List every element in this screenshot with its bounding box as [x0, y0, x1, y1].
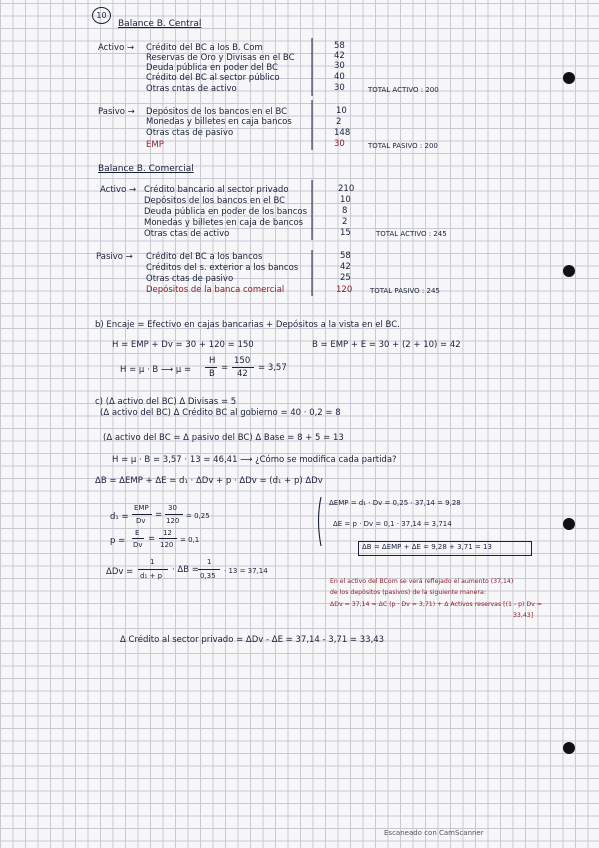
d1-num: EMP	[134, 504, 149, 512]
part-b-definition: b) Encaje = Efectivo en cajas bancarias + Depósitos a la vista en el BC.	[95, 320, 400, 330]
bc-asset-label: Depósitos de los bancos en el BC	[144, 196, 286, 206]
part-c-line4: H = μ · B = 3,57 · 13 = 46,41 ⟶ ¿Cómo se modifica cada partida?	[112, 455, 397, 465]
p-den: Dv	[133, 541, 143, 549]
p-num: E	[135, 529, 140, 537]
bc-asset-value: 10	[340, 195, 351, 205]
p-mid: =	[148, 534, 156, 544]
bc-liabilities-label: Pasivo →	[96, 252, 133, 262]
bc-asset-value: 210	[338, 184, 355, 194]
cb-asset-value: 58	[334, 41, 345, 51]
problem-number: 10	[92, 7, 111, 24]
d1-num2: 30	[168, 504, 177, 512]
cb-asset-value: 30	[334, 61, 345, 71]
ddv-res: · 13 = 37,14	[224, 567, 268, 575]
bc-asset-label: Crédito bancario al sector privado	[144, 185, 289, 195]
cb-assets-label: Activo →	[98, 43, 135, 53]
bc-asset-label: Deuda pública en poder de los bancos	[144, 207, 308, 217]
fraction-bar	[198, 569, 220, 570]
frac-hb-den: B	[209, 369, 215, 379]
fraction-bar	[132, 538, 144, 539]
bc-liability-label: Crédito del BC a los bancos	[146, 252, 263, 262]
mu-result: = 3,57	[258, 363, 287, 373]
fraction-bar	[159, 538, 177, 539]
result-emp: ΔEMP = d₁ · Dv = 0,25 · 37,14 = 9,28	[329, 499, 461, 507]
bc-liabilities-total: TOTAL PASIVO : 245	[370, 287, 440, 295]
bc-liability-value: 25	[340, 273, 351, 283]
frac-hb-num: H	[209, 356, 216, 366]
d1-res: = 0,25	[186, 512, 210, 520]
result-b: ΔB = ΔEMP + ΔE = 9,28 + 3,71 = 13	[362, 543, 492, 551]
cb-liability-label: Depósitos de los bancos en el BC	[146, 107, 288, 117]
d1-den: Dv	[136, 517, 146, 525]
ddv-mid: · ΔB =	[172, 565, 199, 575]
fraction-bar	[205, 367, 217, 368]
cb-asset-value: 42	[334, 51, 345, 61]
central-bank-title: Balance B. Central	[118, 19, 202, 29]
part-b-eq-b: B = EMP + E = 30 + (2 + 10) = 42	[312, 340, 461, 350]
cb-liability-value: 30	[334, 139, 345, 149]
fraction-bar	[165, 514, 183, 515]
part-c-line1: c) (Δ activo del BC) Δ Divisas = 5	[95, 397, 237, 407]
bc-liability-value: 120	[336, 285, 353, 295]
ddv-den2: 0,35	[200, 572, 216, 580]
bc-liability-value: 42	[340, 262, 351, 272]
bc-liability-label: Depósitos de la banca comercial	[146, 285, 285, 295]
cb-liability-value: 148	[334, 128, 351, 138]
cb-assets-total: TOTAL ACTIVO : 200	[368, 86, 439, 94]
cb-asset-label: Deuda pública en poder del BC	[146, 63, 278, 73]
p-den2: 120	[160, 541, 174, 549]
fraction-bar	[132, 514, 152, 515]
frac-num: 150	[234, 356, 251, 366]
cb-asset-label: Crédito del BC a los B. Com	[146, 43, 263, 53]
cb-liabilities-label: Pasivo →	[98, 107, 135, 117]
bc-liability-label: Créditos del s. exterior a los bancos	[146, 263, 299, 273]
fraction-bar	[138, 569, 168, 570]
bc-asset-label: Monedas y billetes en caja de bancos	[144, 218, 304, 228]
commercial-bank-title: Balance B. Comercial	[98, 164, 194, 174]
scanner-footer: Escaneado con CamScanner	[384, 829, 484, 837]
bc-liability-value: 58	[340, 251, 351, 261]
cb-asset-label: Otras cntas de activo	[146, 84, 237, 94]
bc-asset-label: Otras ctas de activo	[144, 229, 230, 239]
cb-asset-label: Reservas de Oro y Divisas en el BC	[146, 53, 295, 63]
frac-den: 42	[237, 369, 248, 379]
cb-liabilities-total: TOTAL PASIVO : 200	[368, 142, 438, 150]
cb-liability-label: Monedas y billetes en caja bancos	[146, 117, 292, 127]
equals: =	[221, 363, 229, 373]
bc-assets-total: TOTAL ACTIVO : 245	[376, 230, 447, 238]
cb-liability-value: 10	[336, 106, 347, 116]
d1-den2: 120	[166, 517, 180, 525]
bc-asset-value: 15	[340, 228, 351, 238]
cb-liability-label: EMP	[146, 140, 164, 150]
note-line: 33,43]	[513, 612, 534, 619]
part-c-line5: ΔB = ΔEMP + ΔE = d₁ · ΔDv + p · ΔDv = (d₁ + p) ΔDv	[95, 476, 323, 486]
final-result: Δ Crédito al sector privado = ΔDv - ΔE = 37,14 - 3,71 = 33,43	[120, 635, 385, 645]
ddv-num2: 1	[207, 558, 212, 566]
cb-asset-label: Crédito del BC al sector público	[146, 73, 280, 83]
cb-liability-value: 2	[336, 117, 342, 127]
bc-assets-label: Activo →	[100, 185, 137, 195]
note-line: ΔDv = 37,14 = ΔC (p · Dv = 3,71) + Δ Activos reservas [(1 - p) Dv =	[330, 601, 542, 608]
part-b-eq-h: H = EMP + Dv = 30 + 120 = 150	[112, 340, 254, 350]
cb-asset-value: 40	[334, 72, 345, 82]
part-c-line2: (Δ activo del BC) Δ Crédito BC al gobierno = 40 · 0,2 = 8	[100, 408, 341, 418]
p-lhs: p =	[110, 536, 126, 546]
bc-liability-label: Otras ctas de pasivo	[146, 274, 234, 284]
d1-lhs: d₁ =	[110, 512, 129, 522]
ddv-den: d₁ + p	[140, 572, 163, 580]
part-c-line3: (Δ activo del BC = Δ pasivo del BC) Δ Base = 8 + 5 = 13	[103, 433, 344, 443]
d1-mid: =	[155, 510, 163, 520]
note-line: En el activo del BCom se verá reflejado el aumento (37,14)	[330, 578, 514, 585]
bc-asset-value: 2	[342, 217, 348, 227]
ddv-lhs: ΔDv =	[106, 567, 134, 577]
cb-liability-label: Otras ctas de pasivo	[146, 128, 234, 138]
p-res: = 0,1	[180, 536, 200, 544]
bc-asset-value: 8	[342, 206, 348, 216]
part-b-eq-mu: H = μ · B ⟶ μ =	[120, 365, 192, 375]
fraction-bar	[232, 367, 254, 368]
ddv-num: 1	[150, 558, 155, 566]
result-e: ΔE = p · Dv = 0,1 · 37,14 = 3,714	[333, 520, 452, 528]
cb-asset-value: 30	[334, 83, 345, 93]
p-num2: 12	[163, 529, 172, 537]
note-line: de los depósitos (pasivos) de la siguiente manera:	[330, 589, 486, 596]
